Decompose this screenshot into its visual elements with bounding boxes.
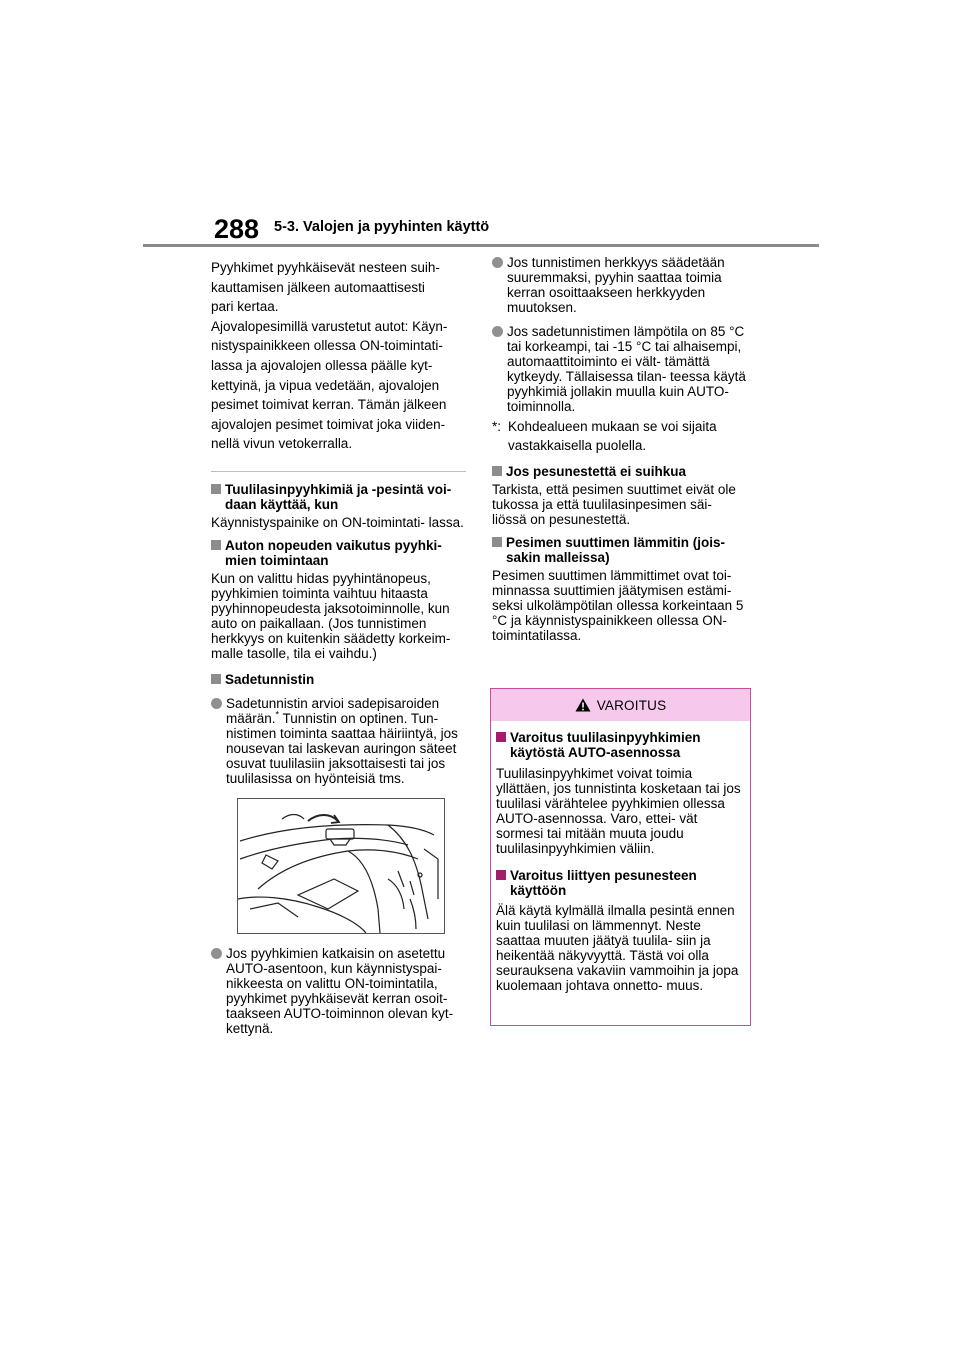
bullet-item: [492, 324, 750, 414]
bullet-text: Jos pyyhkimien katkaisin on asetettu AUTO-asentoon, kun käynnistyspai- nikkeesta on valittu ON-toimintatila, pyyhkimet pyyhkäisevät kerran osoit- taakseen AUTO-toiminnon olevan kyt- kettynä.: [226, 945, 454, 1036]
warning-subheading: [496, 730, 742, 760]
body-text: Käynnistyspainike on ON-toimintati- lassa.: [211, 514, 464, 530]
bullet-item: [211, 946, 466, 1036]
page-header: [0, 0, 960, 250]
warning-subheading: [496, 868, 742, 898]
square-bullet-icon: [496, 870, 506, 880]
subheading-text: Jos pesunestettä ei suihkua: [506, 464, 687, 479]
square-bullet-icon: [211, 484, 221, 494]
intro-line: nistyspainikkeen ollessa ON-toimintati-: [211, 338, 443, 354]
bullet-text: Jos sadetunnistimen lämpötila on 85 °C tai korkeampi, tai -15 °C tai alhaisempi, automaattitoiminto ei vält- tämättä kytkeydy. Tällaisessa tilan- teessa käytä pyyhkimiä jollakin muulla kuin AUTO-toiminnolla.: [507, 324, 746, 414]
body-text: Pesimen suuttimen lämmittimet ovat toi- minnassa suuttimien jäätymisen estämi- seksi ulkolämpötilan ollessa korkeintaan 5 °C ja käynnistyspainikkeen ollessa ON-toimintatilassa.: [492, 568, 744, 643]
subheading: [492, 464, 750, 479]
intro-line: kettyinä, ja vipua vedetään, ajovalojen: [211, 377, 440, 393]
warning-triangle-icon: [575, 698, 591, 712]
footnote-mark: *:: [492, 419, 502, 434]
round-bullet-icon: [211, 698, 222, 709]
intro-line: lassa ja ajovalojen ollessa päälle kyt-: [211, 357, 433, 373]
page-number: 288: [214, 214, 260, 244]
bullet-item: [211, 696, 466, 786]
intro-line: Pyyhkimet pyyhkäisevät nesteen suih-: [211, 260, 440, 275]
subheading: [492, 535, 750, 565]
subheading-text: Tuulilasinpyyhkimiä ja -pesintä voi- daan käyttää, kun: [225, 481, 452, 512]
subheading: [211, 538, 466, 568]
left-column: [211, 258, 466, 1036]
square-bullet-icon: [496, 732, 506, 742]
car-windshield-sensor-icon: [238, 799, 444, 933]
intro-line: Ajovalopesimillä varustetut autot: Käyn-: [211, 318, 448, 334]
warning-box: [490, 688, 751, 1026]
body-text: Tarkista, että pesimen suuttimet eivät ole tukossa ja että tuulilasinpesimen säi- liössä on pesunestettä.: [492, 482, 736, 527]
warning-text: Tuulilasinpyyhkimet voivat toimia yllättäen, jos tunnistinta kosketaan tai jos tuulilasi värähtelee pyyhkimien ollessa AUTO-asennossa. Varo, ettei- vät sormesi tai mitään muuta joudu tuulilasinpyyhkimien väliin.: [496, 766, 741, 856]
section-title: 5-3. Valojen ja pyyhinten käyttö: [274, 219, 490, 235]
body-text: Kun on valittu hidas pyyhintänopeus, pyyhkimien toiminta vaihtuu hitaasta pyyhinnopeudesta jaksotoiminnolle, kun auto on paikallaan. (Jos tunnistimen herkkyys on kuitenkin säädetty korkeim- malle tasolle, tila ei vaihdu.): [211, 570, 451, 661]
subheading-text: Auton nopeuden vaikutus pyyhki- mien toimintaan: [225, 537, 442, 568]
windshield-illustration: [237, 798, 445, 934]
subheading-text: Varoitus liittyen pesunesteen käyttöön: [510, 868, 697, 898]
subheading: [211, 482, 466, 512]
round-bullet-icon: [211, 948, 222, 959]
subheading-text: Sadetunnistin: [225, 671, 315, 687]
round-bullet-icon: [492, 326, 503, 337]
intro-line: pari kertaa.: [211, 299, 279, 315]
bullet-item: [492, 255, 750, 315]
footnote: [492, 417, 750, 455]
warning-header: [491, 689, 750, 721]
square-bullet-icon: [492, 537, 502, 547]
intro-line: ajovalojen pesimet toimivat joka viiden-: [211, 416, 446, 432]
header-rule: [143, 244, 819, 247]
bullet-text: Tunnistin on optinen. Tun- nistimen toiminta saattaa häiriintyä, jos nousevan tai laskevan auringon säteet osuvat tuulilasiin jaksottaisesti tai jos tuulilasissa on hyönteisiä tms.: [226, 710, 458, 786]
bullet-text: Sadetunnistin arvioi sadepisaroiden määrän.: [226, 695, 440, 726]
subheading: [211, 672, 466, 687]
warning-title: VAROITUS: [596, 697, 667, 713]
intro-paragraph: [211, 258, 466, 454]
right-column: [492, 255, 750, 643]
divider: [211, 471, 466, 472]
intro-line: pesimet toimivat kerran. Tämän jälkeen: [211, 397, 447, 413]
subheading-text: Pesimen suuttimen lämmitin (jois- sakin malleissa): [506, 535, 726, 565]
square-bullet-icon: [492, 466, 502, 476]
round-bullet-icon: [492, 257, 503, 268]
square-bullet-icon: [211, 540, 221, 550]
bullet-text: Jos tunnistimen herkkyys säädetään suuremmaksi, pyyhin saattaa toimia kerran osoittaakseen herkkyyden muutoksen.: [507, 255, 725, 315]
footnote-ref: *: [275, 709, 280, 720]
warning-text: Älä käytä kylmällä ilmalla pesintä ennen kuin tuulilasi on lämmennyt. Neste saattaa muuten jäätyä tuulila- siin ja heikentää näkyvyyttä. Tästä voi olla seurauksena vakaviin vammoihin ja jopa kuolemaan johtava onnetto- muus.: [496, 903, 739, 993]
intro-line: kauttamisen jälkeen automaattisesti: [211, 279, 425, 295]
subheading-text: Varoitus tuulilasinpyyhkimien käytöstä AUTO-asennossa: [510, 730, 701, 760]
warning-body: [491, 721, 750, 993]
intro-line: nellä vivun vetokerralla.: [211, 436, 353, 452]
square-bullet-icon: [211, 674, 221, 684]
footnote-text: Kohdealueen mukaan se voi sijaita vastakkaisella puolella.: [508, 419, 717, 453]
